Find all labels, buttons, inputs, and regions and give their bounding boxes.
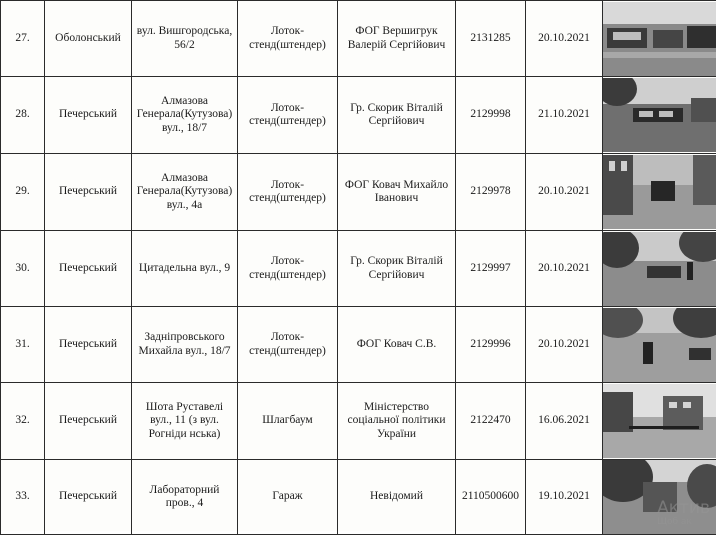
date-cell: 20.10.2021 — [526, 307, 603, 383]
date-cell: 19.10.2021 — [526, 460, 603, 535]
address-cell: Лабораторний пров., 4 — [132, 460, 238, 535]
address-cell: Задніпровського Михайла вул., 18/7 — [132, 307, 238, 383]
row-number: 31. — [1, 307, 45, 383]
watermark-line-1: Актив — [657, 499, 710, 517]
site-photo — [603, 155, 716, 229]
photo-cell — [603, 1, 716, 77]
owner-cell: Гр. Скорик Віталій Сергійович — [338, 231, 456, 307]
object-type-cell: Лоток-стенд(штендер) — [238, 307, 338, 383]
site-photo — [603, 2, 716, 76]
row-number: 29. — [1, 154, 45, 231]
district-cell: Печерський — [45, 460, 132, 535]
address-cell: Алмазова Генерала(Кутузова) вул., 4а — [132, 154, 238, 231]
district-cell: Печерський — [45, 307, 132, 383]
address-cell: вул. Вишгородська, 56/2 — [132, 1, 238, 77]
table-row — [1, 77, 716, 154]
code-cell: 2131285 — [456, 1, 526, 77]
site-photo — [603, 232, 716, 306]
row-number: 28. — [1, 77, 45, 154]
district-cell: Печерський — [45, 231, 132, 307]
photo-cell — [603, 231, 716, 307]
object-type-cell: Лоток-стенд(штендер) — [238, 154, 338, 231]
photo-cell — [603, 460, 716, 535]
table-row — [1, 383, 716, 460]
date-cell: 21.10.2021 — [526, 77, 603, 154]
row-number: 33. — [1, 460, 45, 535]
address-cell: Шота Руставелі вул., 11 (з вул. Рогніди нська) — [132, 383, 238, 460]
row-number: 32. — [1, 383, 45, 460]
object-type-cell: Лоток-стенд(штендер) — [238, 1, 338, 77]
photo-cell — [603, 383, 716, 460]
table-row — [1, 307, 716, 383]
object-type-cell: Лоток-стенд(штендер) — [238, 231, 338, 307]
address-cell: Алмазова Генерала(Кутузова) вул., 18/7 — [132, 77, 238, 154]
code-cell: 2110500600 — [456, 460, 526, 535]
object-type-cell: Шлагбаум — [238, 383, 338, 460]
district-cell: Печерський — [45, 77, 132, 154]
watermark-line-2: Щоб ак — [657, 517, 710, 527]
address-cell: Цитадельна вул., 9 — [132, 231, 238, 307]
district-cell: Печерський — [45, 154, 132, 231]
object-type-cell: Лоток-стенд(штендер) — [238, 77, 338, 154]
district-cell: Печерський — [45, 383, 132, 460]
date-cell: 20.10.2021 — [526, 231, 603, 307]
table-row — [1, 154, 716, 231]
code-cell: 2122470 — [456, 383, 526, 460]
owner-cell: ФОГ Ковач Михайло Іванович — [338, 154, 456, 231]
table-row — [1, 460, 716, 535]
photo-cell — [603, 154, 716, 231]
site-photo — [603, 78, 716, 152]
code-cell: 2129997 — [456, 231, 526, 307]
code-cell: 2129996 — [456, 307, 526, 383]
owner-cell: ФОГ Ковач С.В. — [338, 307, 456, 383]
date-cell: 20.10.2021 — [526, 1, 603, 77]
object-type-cell: Гараж — [238, 460, 338, 535]
site-photo — [603, 384, 716, 458]
table-row — [1, 1, 716, 77]
code-cell: 2129978 — [456, 154, 526, 231]
photo-cell — [603, 77, 716, 154]
owner-cell: Гр. Скорик Віталій Сергійович — [338, 77, 456, 154]
site-photo — [603, 460, 716, 534]
owner-cell: ФОГ Вершигрук Валерій Сергійович — [338, 1, 456, 77]
owner-cell: Міністерство соціальної політики України — [338, 383, 456, 460]
code-cell: 2129998 — [456, 77, 526, 154]
row-number: 30. — [1, 231, 45, 307]
district-cell: Оболонський — [45, 1, 132, 77]
row-number: 27. — [1, 1, 45, 77]
site-photo — [603, 308, 716, 382]
date-cell: 16.06.2021 — [526, 383, 603, 460]
date-cell: 20.10.2021 — [526, 154, 603, 231]
photo-cell — [603, 307, 716, 383]
table-row — [1, 231, 716, 307]
owner-cell: Невідомий — [338, 460, 456, 535]
